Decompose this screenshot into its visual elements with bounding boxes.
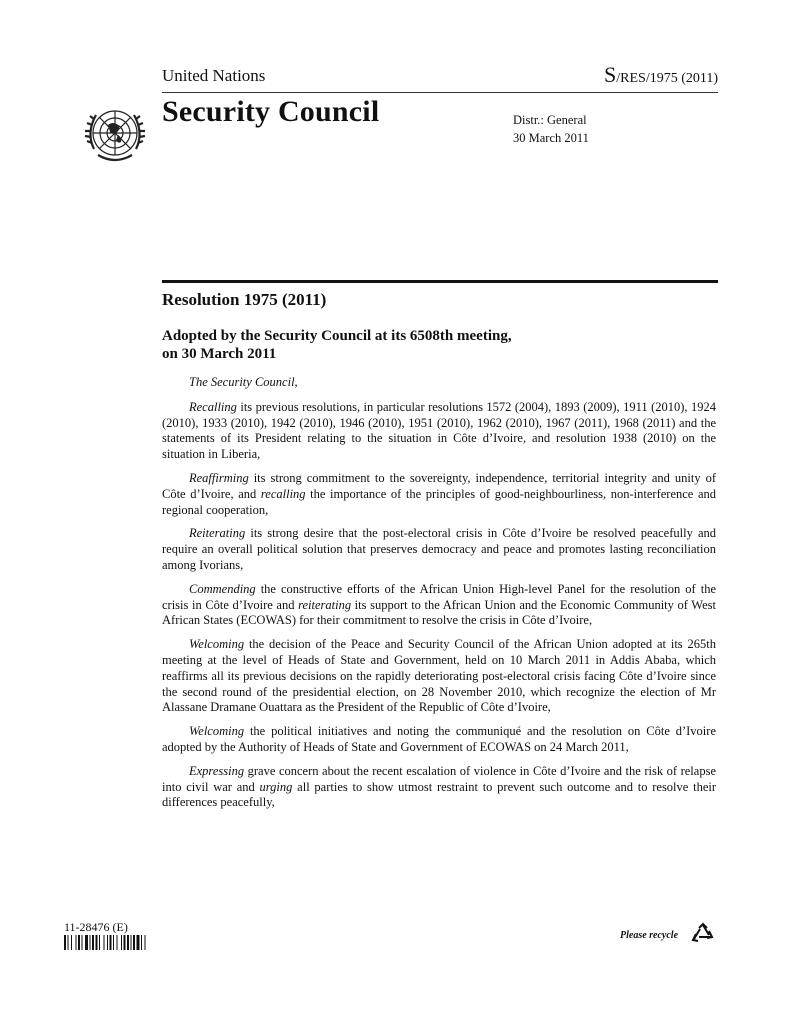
- adoption-line-2: on 30 March 2011: [162, 346, 277, 362]
- paragraph-welcoming-ecowas: Welcoming the political initiatives and noting the communiqué and the resolution on Côte d’Ivoire adopted by the Authority of Heads of State and Government of ECOWAS on 24 March 2011,: [162, 724, 716, 754]
- recycle-icon: [690, 922, 716, 946]
- paragraph-welcoming-au: Welcoming the decision of the Peace and Security Council of the African Union adopted at its 265th meeting at the level of Heads of State and Government, held on 10 March 2011 in Addis Ababa, which reaffirms all its previous decisions on the rapidly deteriorating post-electoral crisis facing Côte d’Ivoire since the second round of the presidential election, on 28 November 2010, which recognize the election of Mr Alassane Dramane Ouattara as the President of the Republic of Côte d’Ivoire,: [162, 637, 716, 715]
- distribution-label: Distr.: General: [513, 113, 587, 127]
- title-rule: [162, 280, 718, 283]
- opening-phrase: The Security Council,: [189, 375, 298, 389]
- document-symbol-rest: /RES/1975 (2011): [616, 71, 719, 86]
- barcode-icon: [64, 935, 206, 950]
- recycle-label: Please recycle: [620, 930, 679, 941]
- header-rule: [162, 92, 718, 93]
- distribution-block: [513, 111, 589, 147]
- document-symbol: [604, 62, 718, 88]
- resolution-body: [162, 375, 716, 819]
- document-symbol-prefix: S: [604, 62, 617, 87]
- resolution-title: Resolution 1975 (2011): [162, 290, 327, 309]
- document-number: 11-28476 (E): [64, 920, 128, 934]
- paragraph-recalling: Recalling its previous resolutions, in particular resolutions 1572 (2004), 1893 (2009), 1911 (2010), 1924 (2010), 1933 (2010), 1942 (2010), 1946 (2010), 1951 (2010), 1962 (2010), 1967 (2011), 1968 (2011) and the statements of its President relating to the situation in Côte d’Ivoire, and resolution 1938 (2010) on the situation in Liberia,: [162, 399, 716, 462]
- paragraph-commending: Commending the constructive efforts of the African Union High-level Panel for the resolution of the crisis in Côte d’Ivoire and reiterating its support to the African Union and the Economic Community of West African States (ECOWAS) for their commitment to resolve the crisis in Côte d’Ivoire,: [162, 581, 716, 628]
- document-date: 30 March 2011: [513, 131, 589, 145]
- organization-name: United Nations: [162, 66, 266, 85]
- paragraph-expressing: Expressing grave concern about the recent escalation of violence in Côte d’Ivoire and the risk of relapse into civil war and urging all parties to show utmost restraint to prevent such outcome and to resolve their differences peacefully,: [162, 763, 716, 810]
- council-title: Security Council: [162, 95, 380, 128]
- adoption-line-1: Adopted by the Security Council at its 6508th meeting,: [162, 328, 512, 344]
- paragraph-reaffirming: Reaffirming its strong commitment to the sovereignty, independence, territorial integrity and unity of Côte d’Ivoire, and recalling the importance of the principles of good-neighbourliness, non-interference and regional cooperation,: [162, 470, 716, 517]
- un-emblem-icon: [80, 99, 150, 167]
- paragraph-reiterating: Reiterating its strong desire that the post-electoral crisis in Côte d’Ivoire be resolved peacefully and require an overall political solution that preserves democracy and peace and promotes lasting reconciliation among Ivorians,: [162, 526, 716, 572]
- adoption-statement: [162, 327, 602, 363]
